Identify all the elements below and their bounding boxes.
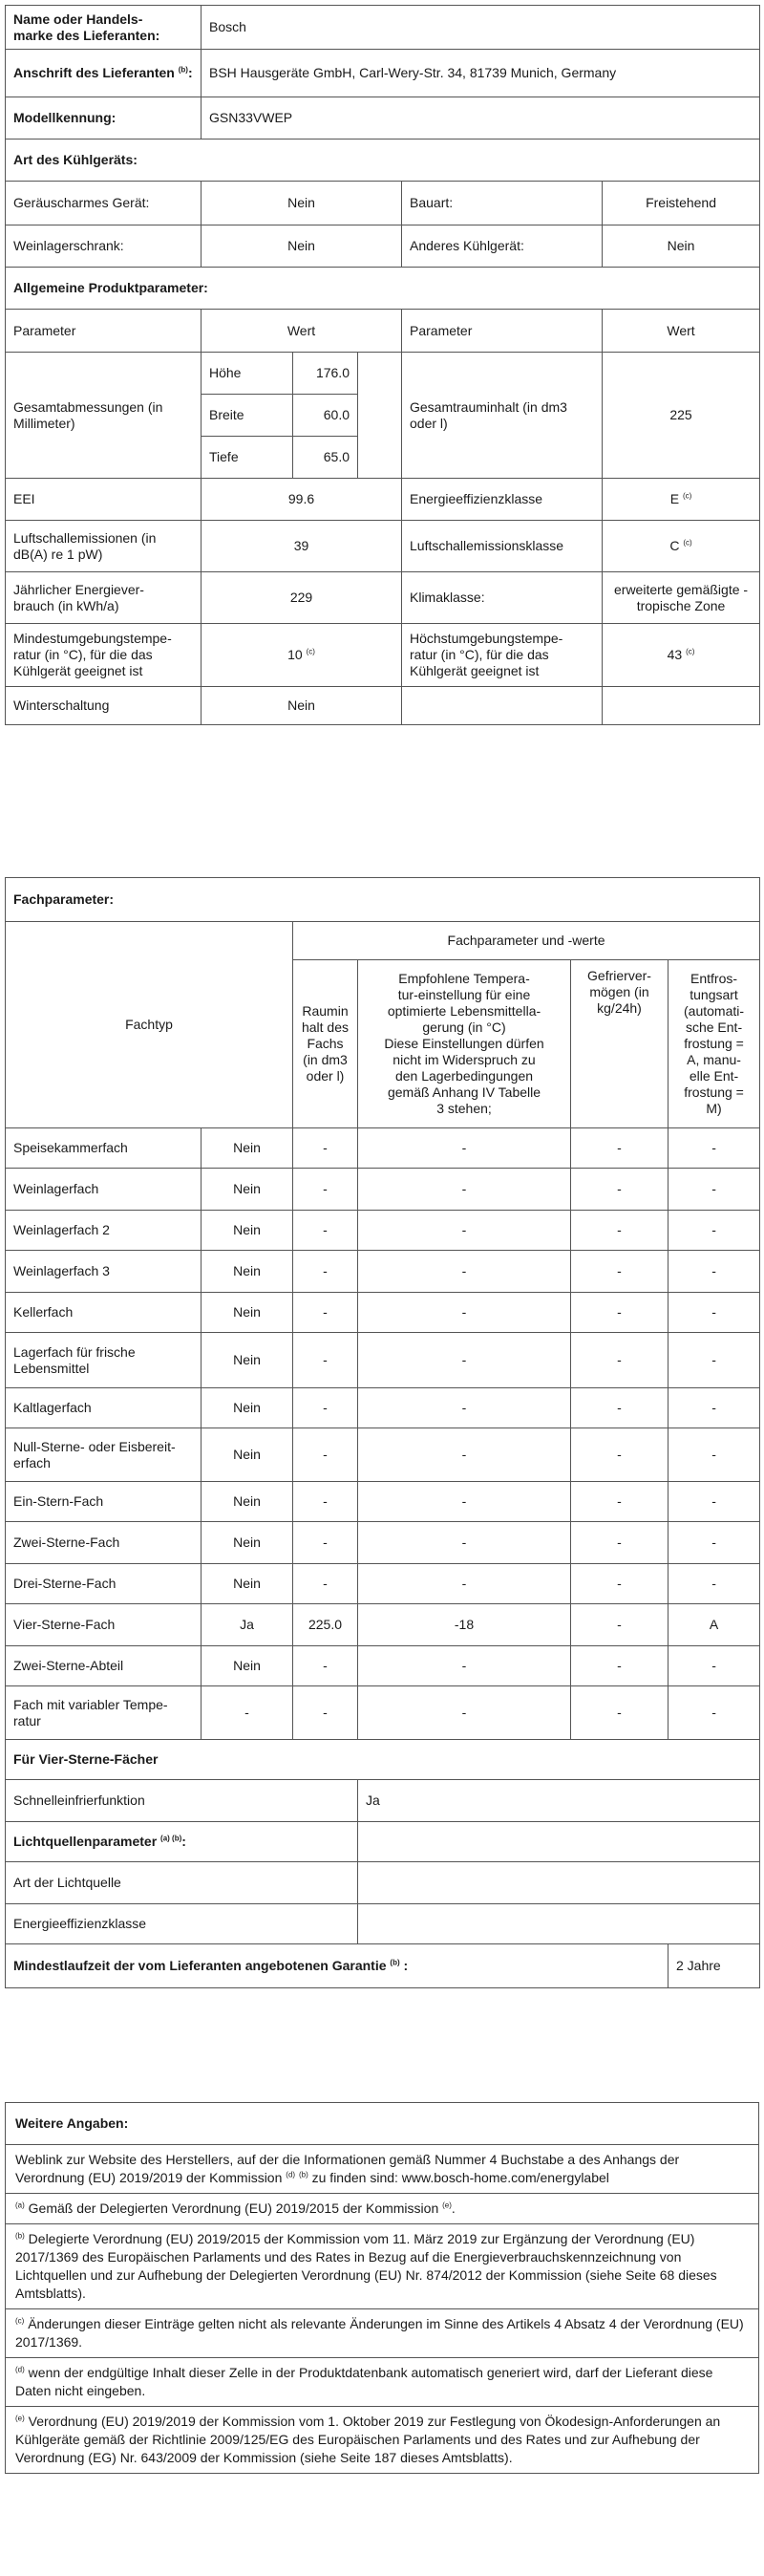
compartment-temp: - [358,1388,571,1428]
depth-label: Tiefe [202,437,293,479]
compartment-defrost: - [668,1293,760,1333]
light-class-value [358,1904,760,1944]
compartment-freeze: - [571,1169,668,1211]
footnote-mark: (e) [15,2414,25,2423]
compartment-row [6,1293,760,1333]
compartment-temp: - [358,1333,571,1388]
compartment-volume: - [293,1169,358,1211]
compartment-temp: - [358,1482,571,1522]
compartment-defrost: - [668,1388,760,1428]
compartment-name: Ein-Stern-Fach [6,1482,202,1522]
low-noise-value: Nein [202,182,402,225]
compartment-freeze: - [571,1333,668,1388]
compartment-freeze: - [571,1388,668,1428]
param-col-header-2: Parameter [402,310,603,353]
compartment-present: Nein [202,1428,293,1482]
compartment-defrost: - [668,1428,760,1482]
height-label: Höhe [202,353,293,395]
wine-cabinet-label: Weinlagerschrank: [6,225,202,268]
compartment-name: Zwei-Sterne-Fach [6,1522,202,1564]
compartment-defrost: - [668,1128,760,1169]
footnote-cell [6,2407,759,2474]
compartment-present: - [202,1686,293,1740]
winter-empty-2 [603,687,760,725]
compartment-defrost: - [668,1251,760,1293]
footnote-cell [6,2194,759,2224]
compartment-freeze: - [571,1604,668,1646]
compartment-freeze: - [571,1646,668,1686]
compartment-temp: - [358,1128,571,1169]
compartment-volume: 225.0 [293,1604,358,1646]
compartment-volume: - [293,1646,358,1686]
supplier-label: Name oder Handels- marke des Lieferanten: [6,6,202,50]
compartment-volume: - [293,1293,358,1333]
compartment-temp: - [358,1686,571,1740]
footnote-text: Verordnung (EU) 2019/2019 der Kommission vom 1. Oktober 2019 zur Festlegung von Ökodesign-Anforderungen an Kühlgeräte gemäß der Richtlinie 2009/125/EG des Europäischen Parlaments und des Rates und zur Aufhebung der Verordnung (EG) Nr. 643/2009 der Kommission (siehe Seite 187 dieses Amtsblatts). [15,2414,721,2465]
compartment-defrost: - [668,1333,760,1388]
compartment-name: Weinlagerfach 2 [6,1211,202,1251]
compartment-row [6,1686,760,1740]
compartment-volume: - [293,1388,358,1428]
supplier-value: Bosch [202,6,760,50]
compartment-temp: -18 [358,1604,571,1646]
footnote-row [6,2309,759,2358]
volume-col-header: Raumin halt des Fachs (in dm3 oder l) [293,960,358,1128]
compartment-freeze: - [571,1522,668,1564]
energy-class-value: E $^{(c)}$ [603,479,760,521]
other-fridge-label: Anderes Kühlgerät: [402,225,603,268]
winter-value: Nein [202,687,402,725]
compartment-present: Nein [202,1333,293,1388]
compartment-volume: - [293,1333,358,1388]
other-fridge-value: Nein [603,225,760,268]
min-temp-label: Mindestumgebungstempe- ratur (in °C), für die das Kühlgerät geeignet ist [6,624,202,687]
width-value: 60.0 [293,395,358,437]
warranty-label: Mindestlaufzeit der vom Lieferanten angebotenen Garantie $^{(b)}$ : [6,1944,668,1988]
compartment-row [6,1522,760,1564]
compartment-present: Nein [202,1211,293,1251]
compartment-present: Nein [202,1251,293,1293]
model-value: GSN33VWEP [202,97,760,140]
compartment-defrost: - [668,1686,760,1740]
compartment-volume: - [293,1686,358,1740]
four-star-heading: Für Vier-Sterne-Fächer [6,1740,760,1780]
compartment-heading: Fachparameter: [6,878,760,922]
compartment-defrost: A [668,1604,760,1646]
compartment-defrost: - [668,1564,760,1604]
compartment-freeze: - [571,1251,668,1293]
freeze-col-header: Gefrierver- mögen (in kg/24h) [571,960,668,1128]
general-heading: Allgemeine Produktparameter: [6,268,760,310]
compartment-temp: - [358,1646,571,1686]
compartment-temp: - [358,1211,571,1251]
compartment-present: Nein [202,1293,293,1333]
compartment-defrost: - [668,1482,760,1522]
compartment-freeze: - [571,1564,668,1604]
compartment-row [6,1211,760,1251]
compartment-name: Weinlagerfach 3 [6,1251,202,1293]
compartment-name: Null-Sterne- oder Eisbereit- erfach [6,1428,202,1482]
compartment-volume: - [293,1522,358,1564]
compartment-volume: - [293,1564,358,1604]
footnote-text: Gemäß der Delegierten Verordnung (EU) 2019/2015 der Kommission [28,2200,439,2216]
compartment-present: Nein [202,1646,293,1686]
value-col-header: Wert [202,310,402,353]
value-col-header-2: Wert [603,310,760,353]
compartment-volume: - [293,1211,358,1251]
footnote-mark: (a) [15,2200,25,2210]
compartment-present: Nein [202,1169,293,1211]
compartment-table [5,877,760,1988]
wine-cabinet-value: Nein [202,225,402,268]
device-type-heading: Art des Kühlgeräts: [6,140,760,182]
footnote-mark: (d) [15,2365,25,2374]
footnote-row [6,2358,759,2407]
max-temp-value: 43 $^{(c)}$ [603,624,760,687]
footnote-end-mark: (e) [442,2200,452,2210]
eei-label: EEI [6,479,202,521]
design-value: Freistehend [603,182,760,225]
noise-class-label: Luftschallemissionsklasse [402,521,603,572]
winter-empty-1 [402,687,603,725]
volume-value: 225 [603,353,760,479]
noise-label: Luftschallemissionen (in dB(A) re 1 pW) [6,521,202,572]
compartment-freeze: - [571,1211,668,1251]
compartment-defrost: - [668,1211,760,1251]
energy-consumption-label: Jährlicher Energiever- brauch (in kWh/a) [6,572,202,624]
compartment-temp: - [358,1251,571,1293]
product-info-table [5,5,760,725]
compartment-row [6,1169,760,1211]
compartment-name: Drei-Sterne-Fach [6,1564,202,1604]
compartment-row [6,1604,760,1646]
compartment-defrost: - [668,1646,760,1686]
further-heading: Weitere Angaben: [6,2103,759,2145]
compartment-name: Zwei-Sterne-Abteil [6,1646,202,1686]
footnote-cell [6,2309,759,2358]
light-type-label: Art der Lichtquelle [6,1862,358,1904]
compartment-name: Kaltlagerfach [6,1388,202,1428]
design-label: Bauart: [402,182,603,225]
defrost-col-header: Entfros- tungsart (automati- sche Ent- frostung = A, manu- elle Ent- frostung = M) [668,960,760,1128]
compartment-freeze: - [571,1686,668,1740]
compartment-temp: - [358,1564,571,1604]
compartment-freeze: - [571,1482,668,1522]
compartment-name: Weinlagerfach [6,1169,202,1211]
further-info-table [5,2102,759,2474]
compartment-present: Nein [202,1388,293,1428]
compartment-temp: - [358,1522,571,1564]
compartment-freeze: - [571,1428,668,1482]
footnote-row [6,2407,759,2474]
warranty-value: 2 Jahre [668,1944,760,1988]
eei-value: 99.6 [202,479,402,521]
climate-class-value: erweiterte gemäßigte - tropische Zone [603,572,760,624]
footnote-text: wenn der endgültige Inhalt dieser Zelle in der Produktdatenbank automatisch generiert wird, darf der Lieferant diese Daten nicht eingeben. [15,2365,713,2398]
volume-label: Gesamtrauminhalt (in dm3 oder l) [402,353,603,479]
footnote-row [6,2194,759,2224]
compartment-temp: - [358,1293,571,1333]
footnote-cell [6,2224,759,2309]
compartment-temp: - [358,1428,571,1482]
energy-consumption-value: 229 [202,572,402,624]
compartment-defrost: - [668,1169,760,1211]
compartment-row [6,1388,760,1428]
footnote-end: . [451,2200,456,2216]
footnote-row [6,2224,759,2309]
compartment-defrost: - [668,1522,760,1564]
compartment-row [6,1251,760,1293]
height-value: 176.0 [293,353,358,395]
compartment-type-header: Fachtyp [6,922,293,1128]
compartment-volume: - [293,1428,358,1482]
compartment-row [6,1428,760,1482]
low-noise-label: Geräuscharmes Gerät: [6,182,202,225]
noise-value: 39 [202,521,402,572]
temp-col-header: Empfohlene Tempera- tur-einstellung für eine optimierte Lebensmittella- gerung (in °C) Diese Einstellungen dürfen nicht im Widerspruch zu den Lagerbedingungen gemäß Anhang IV Tabelle 3 stehen; [358,960,571,1128]
winter-label: Winterschaltung [6,687,202,725]
compartment-present: Ja [202,1604,293,1646]
dimensions-spacer [358,353,402,479]
fast-freeze-value: Ja [358,1780,760,1822]
compartment-volume: - [293,1251,358,1293]
compartment-present: Nein [202,1522,293,1564]
compartment-row [6,1564,760,1604]
footnote-cell [6,2358,759,2407]
max-temp-label: Höchstumgebungstempe- ratur (in °C), für die das Kühlgerät geeignet ist [402,624,603,687]
address-value: BSH Hausgeräte GmbH, Carl-Wery-Str. 34, 81739 Munich, Germany [202,50,760,97]
address-label: Anschrift des Lieferanten $^{(b)}$: [6,50,202,97]
compartment-freeze: - [571,1128,668,1169]
compartment-present: Nein [202,1128,293,1169]
compartment-row [6,1646,760,1686]
footnote-mark: (b) [15,2231,25,2241]
energy-class-label: Energieeffizienzklasse [402,479,603,521]
min-temp-value: 10 $^{(c)}$ [202,624,402,687]
footnote-text: Delegierte Verordnung (EU) 2019/2015 der Kommission vom 11. März 2019 zur Ergänzung der Verordnung (EU) 2017/1369 des Europäischen Parlaments und des Rates in Bezug auf die Energieverbrauchskennzeichnung von Lichtquellen und zur Aufhebung der Delegierten Verordnung (EU) Nr. 874/2012 der Kommission (siehe Seite 68 dieses Amtsblatts). [15,2231,717,2301]
climate-class-label: Klimaklasse: [402,572,603,624]
compartment-row [6,1128,760,1169]
light-empty [358,1822,760,1862]
light-heading: Lichtquellenparameter $^{(a) (b)}$: [6,1822,358,1862]
noise-class-value: C $^{(c)}$ [603,521,760,572]
compartment-row [6,1333,760,1388]
compartment-name: Vier-Sterne-Fach [6,1604,202,1646]
compartment-present: Nein [202,1564,293,1604]
light-type-value [358,1862,760,1904]
fast-freeze-label: Schnelleinfrierfunktion [6,1780,358,1822]
compartment-name: Speisekammerfach [6,1128,202,1169]
model-label: Modellkennung: [6,97,202,140]
compartment-volume: - [293,1482,358,1522]
compartment-volume: - [293,1128,358,1169]
compartment-temp: - [358,1169,571,1211]
compartment-name: Kellerfach [6,1293,202,1333]
width-label: Breite [202,395,293,437]
compartment-group-header: Fachparameter und -werte [293,922,760,960]
compartment-row [6,1482,760,1522]
light-class-label: Energieeffizienzklasse [6,1904,358,1944]
compartment-present: Nein [202,1482,293,1522]
compartment-name: Fach mit variabler Tempe- ratur [6,1686,202,1740]
compartment-name: Lagerfach für frische Lebensmittel [6,1333,202,1388]
footnote-text: Änderungen dieser Einträge gelten nicht als relevante Änderungen im Sinne des Artikels 4 Absatz 4 der Verordnung (EU) 2017/1369. [15,2316,744,2350]
weblink-cell: Weblink zur Website des Herstellers, auf der die Informationen gemäß Nummer 4 Buchstabe a des Anhangs der Verordnung (EU) 2019/2019 der Kommission $^{(d)}$ $^{(b)}$ zu finden sind: www.bosch-home.com/energylabel [6,2145,759,2194]
footnote-mark: (c) [15,2316,25,2326]
depth-value: 65.0 [293,437,358,479]
dimensions-label: Gesamtabmessungen (in Millimeter) [6,353,202,479]
compartment-freeze: - [571,1293,668,1333]
param-col-header: Parameter [6,310,202,353]
